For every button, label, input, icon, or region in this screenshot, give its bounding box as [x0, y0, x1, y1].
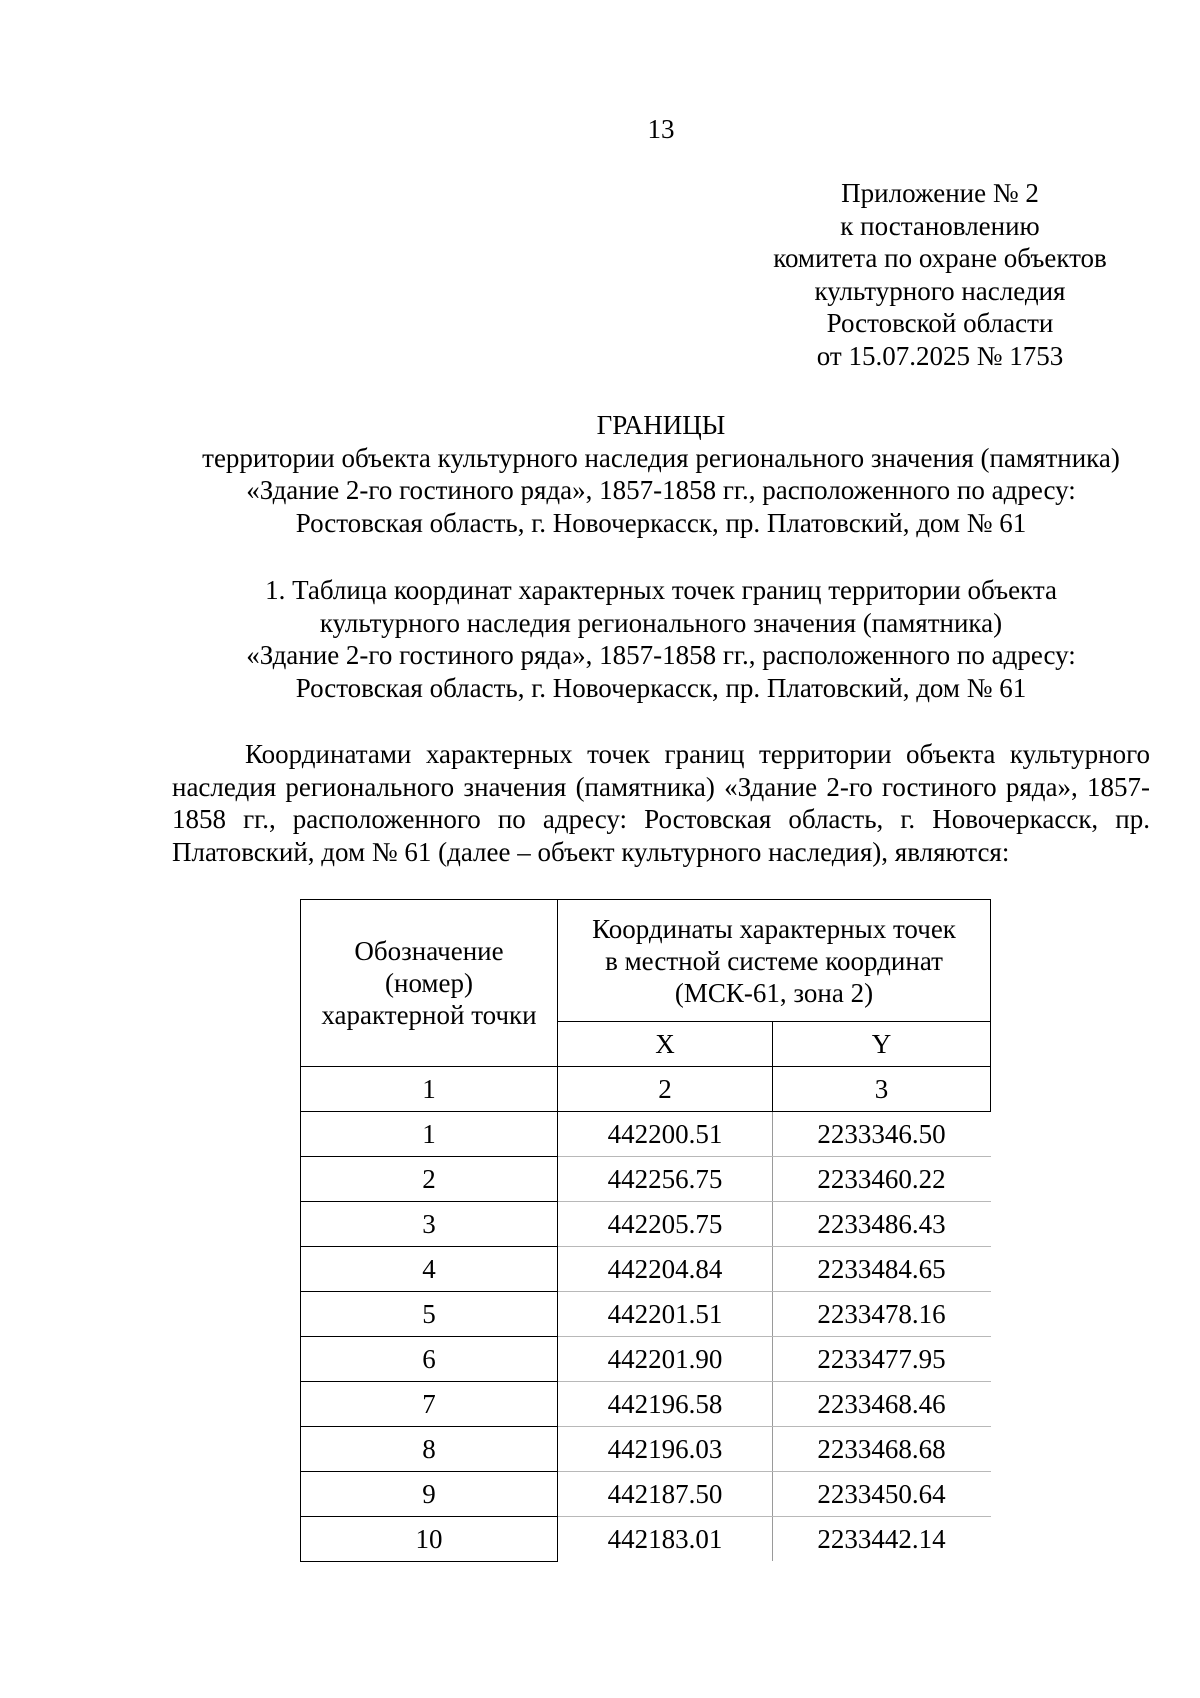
- y-cell: 2233450.64: [773, 1472, 991, 1517]
- header-point-line: Обозначение: [354, 936, 504, 966]
- table-row: [301, 1112, 991, 1157]
- x-cell: 442256.75: [558, 1157, 773, 1202]
- point-cell: 9: [301, 1472, 558, 1517]
- appendix-block: [740, 177, 1140, 372]
- x-cell: 442201.51: [558, 1292, 773, 1337]
- point-cell: 10: [301, 1517, 558, 1562]
- title-heading: ГРАНИЦЫ: [596, 410, 726, 440]
- table-title-line: «Здание 2-го гостиного ряда», 1857-1858 гг., расположенного по адресу:: [246, 640, 1076, 670]
- column-number-cell: 2: [558, 1067, 773, 1112]
- point-cell: 2: [301, 1157, 558, 1202]
- y-cell: 2233478.16: [773, 1292, 991, 1337]
- appendix-line: к постановлению: [840, 210, 1040, 241]
- y-cell: 2233346.50: [773, 1112, 991, 1157]
- point-cell: 5: [301, 1292, 558, 1337]
- column-number-cell: 1: [301, 1067, 558, 1112]
- table-row: [301, 1472, 991, 1517]
- x-cell: 442196.58: [558, 1382, 773, 1427]
- appendix-line: от 15.07.2025 № 1753: [816, 340, 1064, 371]
- table-title-line: культурного наследия регионального значения (памятника): [319, 607, 1003, 638]
- table-row: [301, 1517, 991, 1562]
- table-title-line: 1. Таблица координат характерных точек границ территории объекта: [265, 575, 1057, 605]
- y-cell: 2233468.68: [773, 1427, 991, 1472]
- header-y-cell: Y: [773, 1022, 991, 1067]
- table-row: [301, 1382, 991, 1427]
- header-coords-line: (МСК-61, зона 2): [674, 977, 874, 1008]
- header-point-line: характерной точки: [321, 1000, 537, 1030]
- y-cell: 2233460.22: [773, 1157, 991, 1202]
- table-header-row: [301, 900, 991, 1022]
- table-title: [0, 574, 1200, 704]
- point-cell: 3: [301, 1202, 558, 1247]
- table-row: [301, 1292, 991, 1337]
- y-cell: 2233486.43: [773, 1202, 991, 1247]
- y-cell: 2233477.95: [773, 1337, 991, 1382]
- title-line: «Здание 2-го гостиного ряда», 1857-1858 гг., расположенного по адресу:: [246, 475, 1076, 505]
- table-row: [301, 1157, 991, 1202]
- x-cell: 442204.84: [558, 1247, 773, 1292]
- y-cell: 2233468.46: [773, 1382, 991, 1427]
- title-line: Ростовская область, г. Новочеркасск, пр. Платовский, дом № 61: [295, 507, 1027, 538]
- column-number-cell: 3: [773, 1067, 991, 1112]
- point-cell: 7: [301, 1382, 558, 1427]
- x-cell: 442196.03: [558, 1427, 773, 1472]
- header-coords-cell: [558, 900, 991, 1022]
- y-cell: 2233442.14: [773, 1517, 991, 1562]
- x-cell: 442205.75: [558, 1202, 773, 1247]
- table-row: [301, 1202, 991, 1247]
- y-cell: 2233484.65: [773, 1247, 991, 1292]
- x-cell: 442201.90: [558, 1337, 773, 1382]
- header-coords-line: в местной системе координат: [605, 945, 943, 976]
- x-cell: 442183.01: [558, 1517, 773, 1562]
- header-point-line: (номер): [385, 968, 473, 998]
- intro-text: Координатами характерных точек границ территории объекта культурного наследия регионального значения (памятника) «Здание 2-го гостиного ряда», 1857-1858 гг., расположенного по адресу: Ростовская область, г. Новочеркасск, пр. Платовский, дом № 61 (далее – объект культурного наследия), являются:: [172, 739, 1150, 868]
- point-cell: 8: [301, 1427, 558, 1472]
- appendix-line: Приложение № 2: [841, 178, 1039, 208]
- table-row: [301, 1427, 991, 1472]
- appendix-line: Ростовской области: [826, 308, 1054, 338]
- appendix-line: культурного наследия: [814, 275, 1066, 306]
- page-number: 13: [647, 114, 675, 144]
- appendix-line: комитета по охране объектов: [773, 243, 1107, 273]
- table-row: [301, 1337, 991, 1382]
- table-title-line: Ростовская область, г. Новочеркасск, пр. Платовский, дом № 61: [295, 672, 1027, 703]
- intro-paragraph: [172, 738, 1150, 869]
- header-x-cell: X: [558, 1022, 773, 1067]
- coordinates-table: [300, 899, 991, 1562]
- title-line: территории объекта культурного наследия регионального значения (памятника): [202, 442, 1120, 473]
- header-point-cell: [301, 900, 558, 1067]
- point-cell: 1: [301, 1112, 558, 1157]
- table-row: [301, 1247, 991, 1292]
- point-cell: 6: [301, 1337, 558, 1382]
- point-cell: 4: [301, 1247, 558, 1292]
- x-cell: 442187.50: [558, 1472, 773, 1517]
- document-title: [0, 409, 1200, 539]
- column-number-row: [301, 1067, 991, 1112]
- header-coords-line: Координаты характерных точек: [592, 913, 956, 944]
- x-cell: 442200.51: [558, 1112, 773, 1157]
